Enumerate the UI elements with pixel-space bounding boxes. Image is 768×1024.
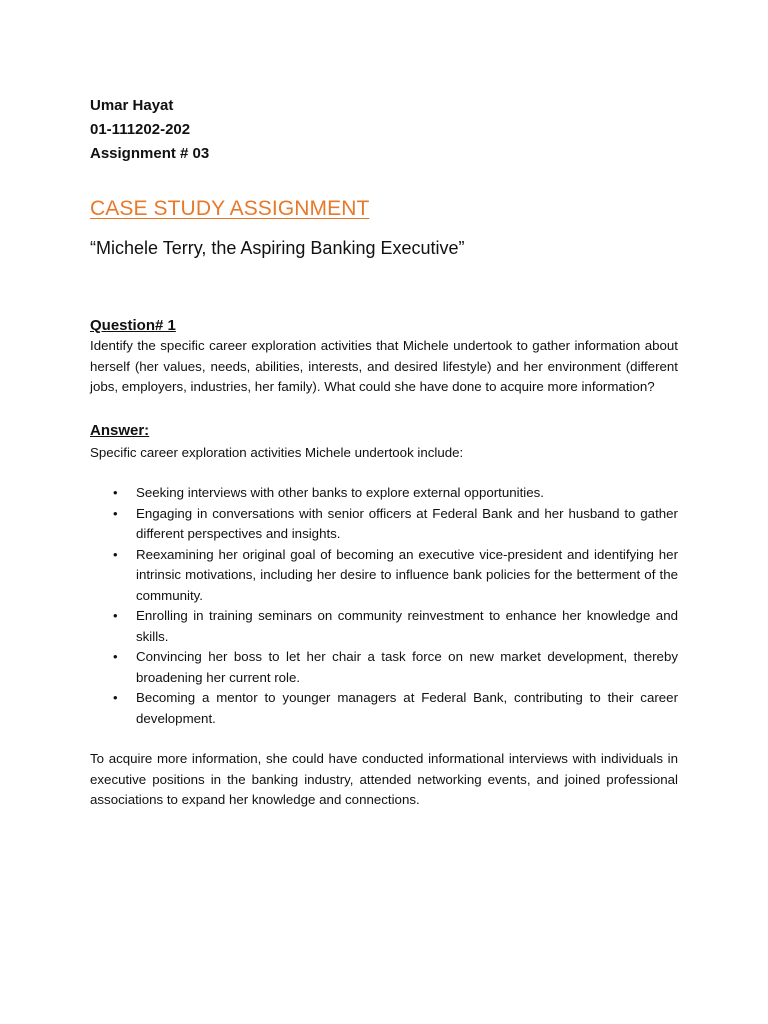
author-name: Umar Hayat bbox=[90, 97, 174, 114]
activity-list bbox=[90, 483, 678, 729]
bullet-icon: • bbox=[113, 649, 118, 664]
answer-intro: Specific career exploration activities Michele undertook include: bbox=[90, 444, 464, 460]
closing-paragraph: To acquire more information, she could have conducted informational interviews with individuals in executive positions in the banking industry, attended networking events, and joined professional associations to expand her knowledge and connections. bbox=[90, 751, 678, 807]
list-item-text: Enrolling in training seminars on community reinvestment to enhance her knowledge and skills. bbox=[136, 608, 678, 644]
list-item-text: Reexamining her original goal of becoming an executive vice-president and identifying her intrinsic motivations, including her desire to influence bank policies for the betterment of the community. bbox=[136, 546, 678, 603]
list-item bbox=[90, 688, 678, 729]
document-title: CASE STUDY ASSIGNMENT bbox=[90, 197, 370, 220]
assignment-number: Assignment # 03 bbox=[90, 145, 210, 162]
document-page bbox=[90, 94, 678, 811]
case-subtitle: “Michele Terry, the Aspiring Banking Executive” bbox=[90, 238, 465, 258]
list-item-text: Seeking interviews with other banks to explore external opportunities. bbox=[136, 485, 544, 500]
list-item bbox=[90, 606, 678, 647]
list-item-text: Convincing her boss to let her chair a task force on new market development, thereby broadening her current role. bbox=[136, 649, 678, 685]
list-item bbox=[90, 647, 678, 688]
bullet-icon: • bbox=[113, 505, 118, 521]
answer-heading: Answer: bbox=[90, 421, 150, 439]
list-item-text: Engaging in conversations with senior officers at Federal Bank and her husband to gather different perspectives and insights. bbox=[136, 505, 678, 541]
question-heading: Question# 1 bbox=[90, 317, 176, 334]
bullet-icon: • bbox=[113, 690, 118, 705]
list-item bbox=[90, 504, 678, 545]
bullet-icon: • bbox=[113, 546, 118, 562]
list-item-text: Becoming a mentor to younger managers at Federal Bank, contributing to their career development. bbox=[136, 690, 678, 726]
list-item bbox=[90, 483, 678, 504]
bullet-icon: • bbox=[113, 608, 118, 623]
student-id: 01-111202-202 bbox=[90, 121, 191, 138]
bullet-icon: • bbox=[113, 485, 118, 500]
list-item bbox=[90, 545, 678, 607]
question-text: Identify the specific career exploration activities that Michele undertook to gather information about herself (her values, needs, abilities, interests, and desired lifestyle) and her environment (different jobs, employers, industries, her family). What could she have done to acquire more information? bbox=[90, 338, 678, 394]
